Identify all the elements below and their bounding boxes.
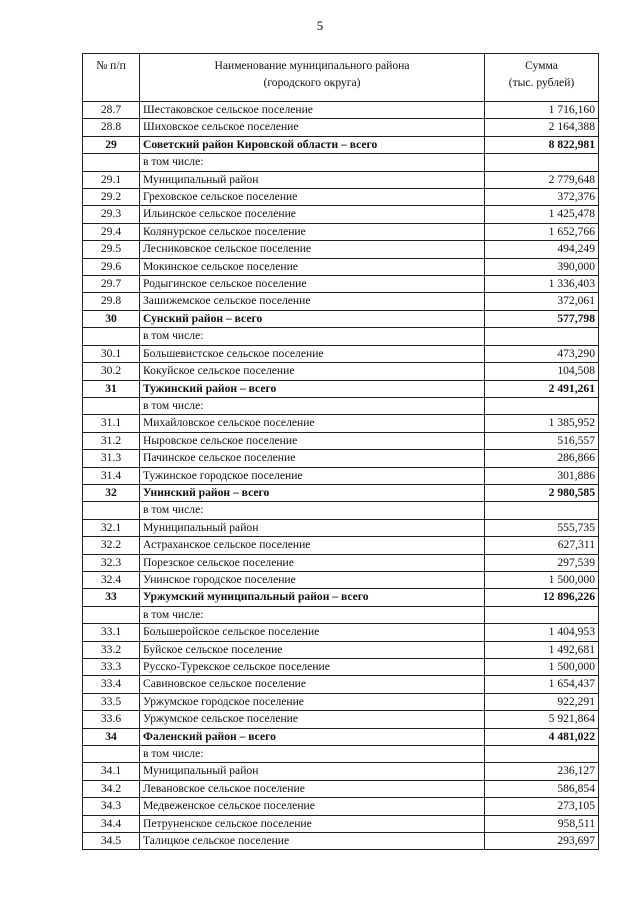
- row-number: 32.1: [83, 519, 140, 536]
- table-row: [83, 136, 599, 153]
- row-number: 33.3: [83, 659, 140, 676]
- row-amount: [485, 154, 599, 171]
- row-amount: 1 425,478: [485, 206, 599, 223]
- row-amount: 1 336,403: [485, 276, 599, 293]
- row-amount: 1 716,160: [485, 102, 599, 119]
- table-row: [83, 189, 599, 206]
- table-row: [83, 502, 599, 519]
- header-number-label: № п/п: [96, 59, 126, 72]
- row-amount: 627,311: [485, 537, 599, 554]
- table-row: [83, 328, 599, 345]
- row-number: 34.3: [83, 798, 140, 815]
- row-amount: [485, 328, 599, 345]
- table-row: [83, 380, 599, 397]
- row-number: 28.8: [83, 119, 140, 136]
- table-row: [83, 154, 599, 171]
- table-row: [83, 728, 599, 745]
- row-number: 31.4: [83, 467, 140, 484]
- row-number: 33.4: [83, 676, 140, 693]
- row-name: Муниципальный район: [140, 519, 485, 536]
- row-name: Фаленский район – всего: [140, 728, 485, 745]
- table-row: [83, 363, 599, 380]
- row-name: Лесниковское сельское поселение: [140, 241, 485, 258]
- row-number: 29.5: [83, 241, 140, 258]
- row-amount: 1 404,953: [485, 624, 599, 641]
- row-number: 29.4: [83, 223, 140, 240]
- row-name: Пачинское сельское поселение: [140, 450, 485, 467]
- row-number: 30.1: [83, 345, 140, 362]
- row-name: Зашижемское сельское поселение: [140, 293, 485, 310]
- table-row: [83, 833, 599, 850]
- row-amount: 297,539: [485, 554, 599, 571]
- table-row: [83, 815, 599, 832]
- row-number: 31: [83, 380, 140, 397]
- table-row: [83, 571, 599, 588]
- row-number: 31.2: [83, 432, 140, 449]
- row-number: 29.7: [83, 276, 140, 293]
- row-name: Русско-Турекское сельское поселение: [140, 659, 485, 676]
- row-number: 34.5: [83, 833, 140, 850]
- table-row: [83, 676, 599, 693]
- row-number: 29.8: [83, 293, 140, 310]
- row-number: 33.6: [83, 711, 140, 728]
- row-amount: [485, 746, 599, 763]
- row-name: Тужинский район – всего: [140, 380, 485, 397]
- table-header-row: [83, 54, 599, 102]
- row-number: 31.3: [83, 450, 140, 467]
- row-name: Уржумское городское поселение: [140, 693, 485, 710]
- table-row: [83, 711, 599, 728]
- table-row: [83, 276, 599, 293]
- header-sum-line1: Сумма: [525, 59, 558, 72]
- row-amount: 1 500,000: [485, 659, 599, 676]
- table-row: [83, 102, 599, 119]
- row-amount: 2 779,648: [485, 171, 599, 188]
- row-number: [83, 746, 140, 763]
- row-name: Греховское сельское поселение: [140, 189, 485, 206]
- row-amount: 1 385,952: [485, 415, 599, 432]
- row-number: 33.1: [83, 624, 140, 641]
- row-amount: 372,376: [485, 189, 599, 206]
- row-name: в том числе:: [140, 154, 485, 171]
- row-number: 29.2: [83, 189, 140, 206]
- row-amount: 390,000: [485, 258, 599, 275]
- table-row: [83, 206, 599, 223]
- row-amount: 473,290: [485, 345, 599, 362]
- row-number: 32.2: [83, 537, 140, 554]
- row-amount: 293,697: [485, 833, 599, 850]
- row-name: в том числе:: [140, 606, 485, 623]
- row-amount: 2 164,388: [485, 119, 599, 136]
- table-row: [83, 484, 599, 501]
- row-name: Ильинское сельское поселение: [140, 206, 485, 223]
- row-name: Уржумское сельское поселение: [140, 711, 485, 728]
- row-number: 29.3: [83, 206, 140, 223]
- table-row: [83, 171, 599, 188]
- row-number: 33.2: [83, 641, 140, 658]
- table-row: [83, 659, 599, 676]
- row-name: Тужинское городское поселение: [140, 467, 485, 484]
- page-number: 5: [316, 18, 324, 33]
- row-number: 32.4: [83, 571, 140, 588]
- table-row: [83, 415, 599, 432]
- row-amount: 301,886: [485, 467, 599, 484]
- row-number: [83, 397, 140, 414]
- row-number: 29: [83, 136, 140, 153]
- table-row: [83, 798, 599, 815]
- row-amount: 1 652,766: [485, 223, 599, 240]
- header-name: [140, 54, 485, 102]
- row-amount: 2 980,585: [485, 484, 599, 501]
- row-amount: 516,557: [485, 432, 599, 449]
- row-number: 30: [83, 310, 140, 327]
- header-name-line1: Наименование муниципального района: [214, 59, 410, 72]
- row-name: Петруненское сельское поселение: [140, 815, 485, 832]
- row-name: Михайловское сельское поселение: [140, 415, 485, 432]
- row-number: 29.1: [83, 171, 140, 188]
- table-row: [83, 223, 599, 240]
- table-row: [83, 763, 599, 780]
- row-name: Большеройское сельское поселение: [140, 624, 485, 641]
- row-name: Шиховское сельское поселение: [140, 119, 485, 136]
- row-number: 32: [83, 484, 140, 501]
- row-name: Порезское сельское поселение: [140, 554, 485, 571]
- row-name: Астраханское сельское поселение: [140, 537, 485, 554]
- header-sum-line2: (тыс. рублей): [508, 76, 575, 89]
- row-number: 31.1: [83, 415, 140, 432]
- row-name: в том числе:: [140, 328, 485, 345]
- row-name: Кокуйское сельское поселение: [140, 363, 485, 380]
- row-amount: 8 822,981: [485, 136, 599, 153]
- table-row: [83, 450, 599, 467]
- row-amount: [485, 502, 599, 519]
- table-row: [83, 589, 599, 606]
- row-name: Уржумский муниципальный район – всего: [140, 589, 485, 606]
- row-name: Талицкое сельское поселение: [140, 833, 485, 850]
- table-row: [83, 293, 599, 310]
- header-name-line2: (городского округа): [263, 76, 361, 89]
- row-name: Мокинское сельское поселение: [140, 258, 485, 275]
- row-name: в том числе:: [140, 397, 485, 414]
- row-name: Большевистское сельское поселение: [140, 345, 485, 362]
- row-name: Советский район Кировской области – всего: [140, 136, 485, 153]
- row-number: [83, 502, 140, 519]
- row-number: 34.4: [83, 815, 140, 832]
- row-number: 34: [83, 728, 140, 745]
- row-name: в том числе:: [140, 502, 485, 519]
- row-number: 34.1: [83, 763, 140, 780]
- table-row: [83, 467, 599, 484]
- row-amount: [485, 606, 599, 623]
- row-amount: 1 500,000: [485, 571, 599, 588]
- row-amount: 2 491,261: [485, 380, 599, 397]
- row-amount: 555,735: [485, 519, 599, 536]
- table-row: [83, 624, 599, 641]
- table-row: [83, 693, 599, 710]
- row-amount: 372,061: [485, 293, 599, 310]
- row-name: Сунский район – всего: [140, 310, 485, 327]
- row-amount: 5 921,864: [485, 711, 599, 728]
- row-number: 33: [83, 589, 140, 606]
- table-row: [83, 310, 599, 327]
- row-number: 30.2: [83, 363, 140, 380]
- row-name: Ныровское сельское поселение: [140, 432, 485, 449]
- row-amount: 1 492,681: [485, 641, 599, 658]
- table-row: [83, 537, 599, 554]
- table-row: [83, 241, 599, 258]
- table-row: [83, 432, 599, 449]
- row-amount: 494,249: [485, 241, 599, 258]
- row-name: Муниципальный район: [140, 763, 485, 780]
- table-row: [83, 746, 599, 763]
- row-number: [83, 328, 140, 345]
- row-amount: [485, 397, 599, 414]
- row-name: Муниципальный район: [140, 171, 485, 188]
- table-body: [83, 102, 599, 850]
- row-amount: 577,798: [485, 310, 599, 327]
- row-amount: 922,291: [485, 693, 599, 710]
- row-name: Левановское сельское поселение: [140, 780, 485, 797]
- row-number: 33.5: [83, 693, 140, 710]
- table-row: [83, 606, 599, 623]
- row-name: Родыгинское сельское поселение: [140, 276, 485, 293]
- table-row: [83, 641, 599, 658]
- header-sum: [485, 54, 599, 102]
- row-amount: 586,854: [485, 780, 599, 797]
- table-row: [83, 397, 599, 414]
- row-name: Медвеженское сельское поселение: [140, 798, 485, 815]
- row-name: Колянурское сельское поселение: [140, 223, 485, 240]
- row-amount: 286,866: [485, 450, 599, 467]
- row-name: в том числе:: [140, 746, 485, 763]
- table-row: [83, 554, 599, 571]
- row-name: Савиновское сельское поселение: [140, 676, 485, 693]
- row-amount: 236,127: [485, 763, 599, 780]
- row-amount: 4 481,022: [485, 728, 599, 745]
- row-amount: 273,105: [485, 798, 599, 815]
- row-name: Шестаковское сельское поселение: [140, 102, 485, 119]
- table-row: [83, 345, 599, 362]
- row-number: 32.3: [83, 554, 140, 571]
- table-row: [83, 519, 599, 536]
- row-amount: 1 654,437: [485, 676, 599, 693]
- row-amount: 958,511: [485, 815, 599, 832]
- row-name: Буйское сельское поселение: [140, 641, 485, 658]
- row-amount: 12 896,226: [485, 589, 599, 606]
- row-name: Унинский район – всего: [140, 484, 485, 501]
- table-row: [83, 780, 599, 797]
- row-number: [83, 154, 140, 171]
- row-number: [83, 606, 140, 623]
- row-number: 28.7: [83, 102, 140, 119]
- row-amount: 104,508: [485, 363, 599, 380]
- row-number: 29.6: [83, 258, 140, 275]
- row-number: 34.2: [83, 780, 140, 797]
- header-number: [83, 54, 140, 102]
- table-row: [83, 258, 599, 275]
- row-name: Унинское городское поселение: [140, 571, 485, 588]
- budget-table: [82, 53, 599, 850]
- table-row: [83, 119, 599, 136]
